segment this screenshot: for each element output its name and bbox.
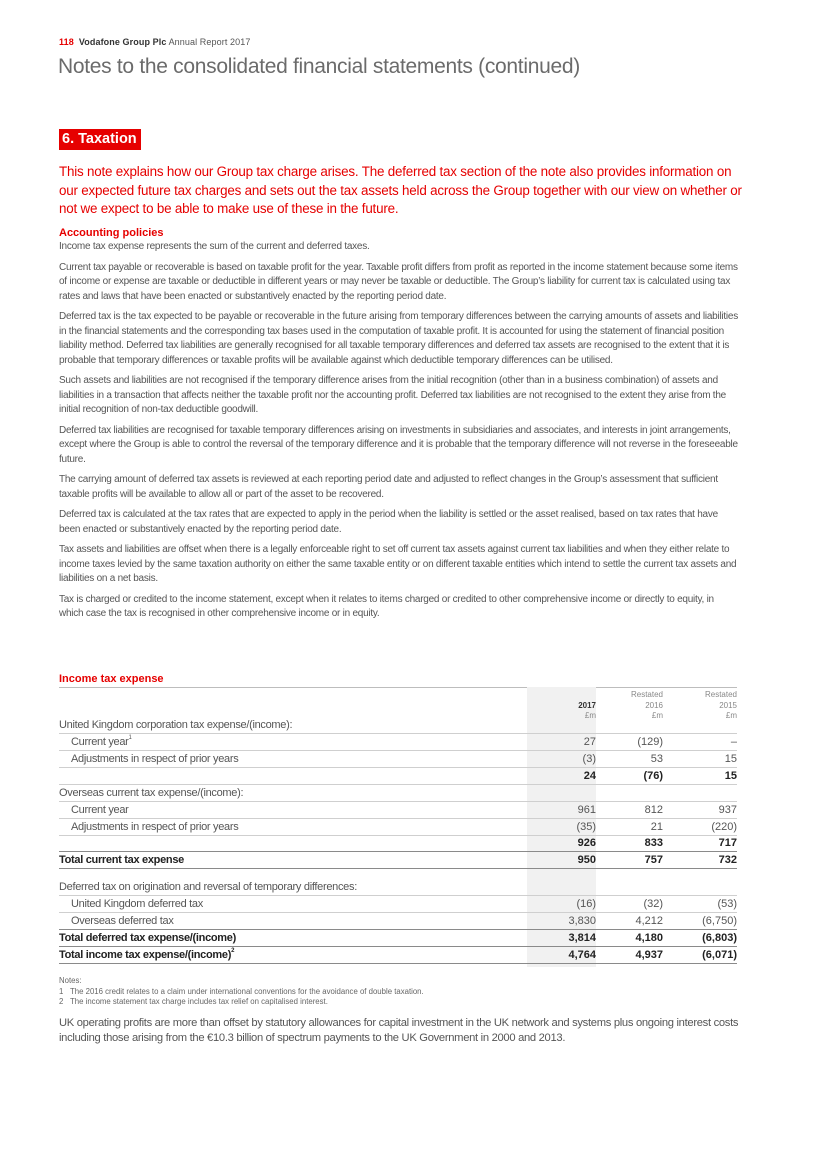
column-year: 2017 — [578, 700, 596, 710]
column-unit: £m — [651, 711, 663, 720]
section-intro: This note explains how our Group tax charge arises. The deferred tax section of the note also provides information on our expected future tax charges and sets out the tax assets held across the Group together with our view on whether or not we expect to be able to make use of these in the future. — [59, 164, 742, 216]
note-item: 1 The 2016 credit relates to a claim under international conventions for the avoidance of double taxation. — [59, 986, 424, 996]
column-restated: Restated — [704, 690, 737, 699]
table-row: Adjustments in respect of prior years (3) 53 15 — [59, 751, 737, 768]
column-restated — [536, 690, 596, 701]
grand-total-row: Total income tax expense/(income)$^2$ 4,764 4,937 (6,071) — [59, 947, 737, 964]
subtotal-row: 926 833 717 — [59, 835, 737, 852]
income-tax-heading: Income tax expense — [59, 673, 164, 685]
policy-paragraph: Deferred tax is calculated at the tax rates that are expected to apply in the period when the liability is settled or the asset realised, based on tax rates that have been enacted or substantively enacted by the reporting period date. — [59, 509, 718, 535]
accounting-policies — [59, 226, 739, 628]
closing-paragraph: UK operating profits are more than offset by statutory allowances for capital investment in the UK network and systems plus ongoing interest costs including those arising from the €10.3 billion of spectrum payments to the UK Government in 2000 and 2013. — [59, 1017, 739, 1044]
table-row: Deferred tax on origination and reversal of temporary differences: — [59, 879, 737, 896]
table-row: United Kingdom corporation tax expense/(income): — [59, 717, 737, 734]
column-year: 2016 — [645, 700, 663, 710]
running-header — [59, 37, 250, 47]
policy-paragraph: Tax is charged or credited to the income statement, except when it relates to items charged or credited to other comprehensive income or directly to equity, in which case the tax is recognised in other comprehensive income or in equity. — [59, 593, 714, 619]
table-row: Overseas deferred tax 3,830 4,212 (6,750) — [59, 913, 737, 930]
policy-paragraph: Tax assets and liabilities are offset when there is a legally enforceable right to set off current tax assets against current tax liabilities and when they either relate to income taxes levied by the same taxation authority on either the same taxable entity or on different taxable entities which intend to settle the current tax assets and liabilities on a net basis. — [59, 544, 737, 584]
table-top-rule — [59, 687, 737, 688]
policy-paragraph: Such assets and liabilities are not recognised if the temporary difference arises from the initial recognition (other than in a business combination) of assets and liabilities in a transaction that affects neither the taxable profit nor the accounting profit. Deferred tax liabilities are not recognised to the extent they arise from the initial recognition of non-tax deductible goodwill. — [59, 375, 726, 415]
subtotal-row: 24 (76) 15 — [59, 768, 737, 785]
column-restated: Restated — [630, 690, 663, 699]
table-row: United Kingdom deferred tax (16) (32) (53) — [59, 896, 737, 913]
section-tab: 6. Taxation — [59, 129, 141, 150]
report-name: Annual Report 2017 — [168, 37, 251, 47]
column-unit: £m — [725, 711, 737, 720]
table-row: Adjustments in respect of prior years (35) 21 (220) — [59, 819, 737, 836]
accounting-policies-heading: Accounting policies — [59, 227, 164, 239]
policy-paragraph: Deferred tax liabilities are recognised for taxable temporary differences arising on investments in subsidiaries and associates, and interests in joint arrangements, except where the Group is able to control the reversal of the temporary difference and it is probable that the temporary difference will not reverse in the foreseeable future. — [59, 424, 738, 465]
page-number: 118 — [59, 37, 74, 47]
table-row: Current year 961 812 937 — [59, 802, 737, 819]
table-notes — [59, 976, 424, 1008]
column-year: 2015 — [719, 700, 737, 710]
policy-paragraph: Deferred tax is the tax expected to be payable or recoverable in the future arising from temporary differences between the carrying amounts of assets and liabilities in the financial statements and the corresponding tax bases used in the computation of taxable profit. It is accounted for using the statement of financial position liability method. Deferred tax liabilities are generally recognised for all taxable temporary differences and deferred tax assets are recognised to the extent that it is probable that temporary differences or taxable profits will be available against which deductible temporary differences can be utilised. — [59, 311, 738, 366]
column-unit: £m — [584, 711, 596, 720]
note-item: 2 The income statement tax charge includes tax relief on capitalised interest. — [59, 997, 328, 1006]
notes-heading: Notes: — [59, 976, 82, 985]
policy-paragraph: Current tax payable or recoverable is based on taxable profit for the year. Taxable profit differs from profit as reported in the income statement because some items of income or expense are taxable or deductible in different years or may never be taxable or deductible. The Group’s liability for current tax is calculated using tax rates and laws that have been enacted or substantively enacted by the reporting period date. — [59, 261, 738, 302]
company-name: Vodafone Group Plc — [78, 37, 167, 47]
table-row: Current year$^1$ 27 (129) – — [59, 734, 737, 751]
page-title: Notes to the consolidated financial statements (continued) — [58, 55, 580, 78]
total-row: Total current tax expense 950 757 732 — [59, 852, 737, 869]
policy-paragraph: Income tax expense represents the sum of the current and deferred taxes. — [59, 241, 370, 252]
table-row: Overseas current tax expense/(income): — [59, 785, 737, 802]
policy-paragraph: The carrying amount of deferred tax assets is reviewed at each reporting period date and adjusted to reflect changes in the Group’s assessment that sufficient taxable profits will be available to allow all or part of the asset to be recovered. — [59, 474, 718, 500]
total-row: Total deferred tax expense/(income) 3,814 4,180 (6,803) — [59, 930, 737, 947]
